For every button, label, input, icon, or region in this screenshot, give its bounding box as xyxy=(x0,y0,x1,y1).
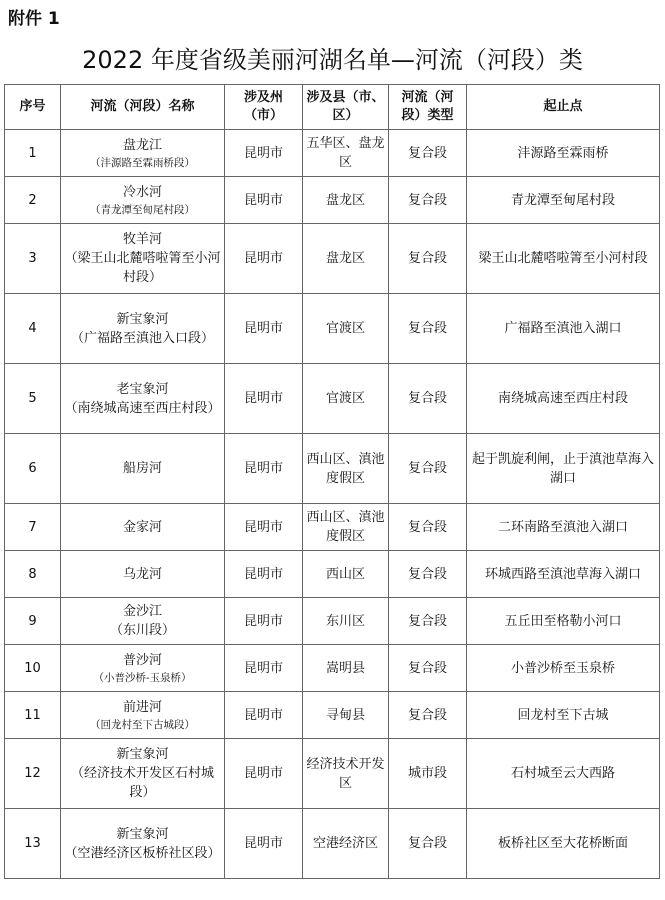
cell-name xyxy=(61,551,225,598)
cell-seq: 11 xyxy=(5,692,61,739)
table-row xyxy=(5,364,660,434)
cell-county: 官渡区 xyxy=(303,364,389,434)
cell-type: 复合段 xyxy=(389,809,467,879)
cell-range: 二环南路至滇池入湖口 xyxy=(467,504,660,551)
river-name: 牧羊河 xyxy=(122,232,162,247)
cell-prefecture: 昆明市 xyxy=(225,364,303,434)
document-title: 2022 年度省级美丽河湖名单—河流（河段）类 xyxy=(82,46,583,74)
cell-seq: 9 xyxy=(5,598,61,645)
river-segment: （小普沙桥-玉泉桥） xyxy=(93,671,192,684)
cell-range: 石村城至云大西路 xyxy=(467,739,660,809)
table-row xyxy=(5,598,660,645)
cell-county: 经济技术开发区 xyxy=(303,739,389,809)
cell-type: 复合段 xyxy=(389,130,467,177)
cell-type: 复合段 xyxy=(389,224,467,294)
cell-seq: 5 xyxy=(5,364,61,434)
cell-seq: 1 xyxy=(5,130,61,177)
header-seq: 序号 xyxy=(5,85,61,130)
table-row xyxy=(5,551,660,598)
cell-prefecture: 昆明市 xyxy=(225,224,303,294)
cell-name xyxy=(61,504,225,551)
cell-type: 复合段 xyxy=(389,177,467,224)
cell-name xyxy=(61,434,225,504)
table-row xyxy=(5,504,660,551)
table-row xyxy=(5,645,660,692)
river-segment: （沣源路至霖雨桥段） xyxy=(90,156,195,169)
cell-seq: 8 xyxy=(5,551,61,598)
cell-prefecture: 昆明市 xyxy=(225,177,303,224)
cell-prefecture: 昆明市 xyxy=(225,739,303,809)
river-name: 金沙江 xyxy=(122,604,162,619)
cell-range: 五丘田至格勒小河口 xyxy=(467,598,660,645)
river-segment: （东川段） xyxy=(109,623,175,638)
river-segment: （广福路至滇池入口段） xyxy=(70,330,214,346)
table-row xyxy=(5,177,660,224)
cell-type: 复合段 xyxy=(389,598,467,645)
river-segment: （经济技术开发区石村城段） xyxy=(70,766,214,800)
river-name: 前进河 xyxy=(122,699,162,715)
cell-name xyxy=(61,177,225,224)
river-name: 普沙河 xyxy=(122,652,162,668)
cell-county: 盘龙区 xyxy=(303,224,389,294)
river-segment: （南绕城高速至西庄村段） xyxy=(64,400,221,416)
river-name: 老宝象河 xyxy=(116,381,169,397)
table-row xyxy=(5,692,660,739)
cell-type: 复合段 xyxy=(389,645,467,692)
river-name: 金家河 xyxy=(122,519,162,535)
table-row xyxy=(5,739,660,809)
table-row xyxy=(5,294,660,364)
cell-county: 寻甸县 xyxy=(303,692,389,739)
cell-name xyxy=(61,294,225,364)
cell-prefecture: 昆明市 xyxy=(225,551,303,598)
cell-county: 官渡区 xyxy=(303,294,389,364)
attachment-label: 附件 1 xyxy=(8,9,60,29)
cell-seq: 12 xyxy=(5,739,61,809)
cell-name xyxy=(61,645,225,692)
cell-type: 城市段 xyxy=(389,739,467,809)
header-range: 起止点 xyxy=(467,85,660,130)
cell-prefecture: 昆明市 xyxy=(225,434,303,504)
cell-county: 空港经济区 xyxy=(303,809,389,879)
cell-type: 复合段 xyxy=(389,434,467,504)
cell-county: 西山区、滇池度假区 xyxy=(303,504,389,551)
cell-seq: 4 xyxy=(5,294,61,364)
river-name: 新宝象河 xyxy=(116,311,169,327)
cell-name xyxy=(61,224,225,294)
table-row xyxy=(5,434,660,504)
table-header-row xyxy=(5,85,660,130)
table-row xyxy=(5,809,660,879)
table-row xyxy=(5,224,660,294)
cell-county: 西山区 xyxy=(303,551,389,598)
cell-seq: 10 xyxy=(5,645,61,692)
cell-range: 梁王山北麓嗒啦箐至小河村段 xyxy=(467,224,660,294)
cell-range: 广福路至滇池入湖口 xyxy=(467,294,660,364)
cell-name xyxy=(61,130,225,177)
cell-county: 西山区、滇池度假区 xyxy=(303,434,389,504)
cell-county: 东川区 xyxy=(303,598,389,645)
cell-seq: 6 xyxy=(5,434,61,504)
cell-name xyxy=(61,692,225,739)
cell-prefecture: 昆明市 xyxy=(225,504,303,551)
river-list-table xyxy=(4,84,660,879)
river-segment: （回龙村至下古城段） xyxy=(90,718,195,731)
river-name: 新宝象河 xyxy=(116,747,169,762)
header-county: 涉及县（市、区） xyxy=(303,85,389,130)
river-name: 船房河 xyxy=(122,461,162,476)
cell-county: 五华区、盘龙区 xyxy=(303,130,389,177)
river-segment: （空港经济区板桥社区段） xyxy=(64,845,221,861)
cell-name xyxy=(61,809,225,879)
table-body xyxy=(5,130,660,879)
river-name: 乌龙河 xyxy=(122,566,162,582)
cell-range: 起于凯旋利闸，止于滇池草海入湖口 xyxy=(467,434,660,504)
cell-prefecture: 昆明市 xyxy=(225,130,303,177)
cell-prefecture: 昆明市 xyxy=(225,692,303,739)
cell-type: 复合段 xyxy=(389,504,467,551)
cell-name xyxy=(61,598,225,645)
cell-range: 小普沙桥至玉泉桥 xyxy=(467,645,660,692)
cell-range: 板桥社区至大花桥断面 xyxy=(467,809,660,879)
cell-prefecture: 昆明市 xyxy=(225,294,303,364)
header-name: 河流（河段）名称 xyxy=(61,85,225,130)
cell-type: 复合段 xyxy=(389,294,467,364)
river-name: 盘龙江 xyxy=(122,137,162,153)
river-segment: （梁王山北麓嗒啦箐至小河村段） xyxy=(64,251,221,285)
river-segment: （青龙潭至甸尾村段） xyxy=(90,203,195,216)
river-name: 冷水河 xyxy=(122,184,162,200)
cell-county: 盘龙区 xyxy=(303,177,389,224)
cell-prefecture: 昆明市 xyxy=(225,809,303,879)
cell-range: 回龙村至下古城 xyxy=(467,692,660,739)
cell-range: 沣源路至霖雨桥 xyxy=(467,130,660,177)
header-type: 河流（河段）类型 xyxy=(389,85,467,130)
cell-seq: 3 xyxy=(5,224,61,294)
cell-county: 嵩明县 xyxy=(303,645,389,692)
cell-seq: 2 xyxy=(5,177,61,224)
cell-type: 复合段 xyxy=(389,551,467,598)
cell-range: 青龙潭至甸尾村段 xyxy=(467,177,660,224)
cell-seq: 13 xyxy=(5,809,61,879)
header-prefecture: 涉及州（市） xyxy=(225,85,303,130)
cell-seq: 7 xyxy=(5,504,61,551)
cell-prefecture: 昆明市 xyxy=(225,598,303,645)
cell-name xyxy=(61,364,225,434)
cell-type: 复合段 xyxy=(389,364,467,434)
cell-type: 复合段 xyxy=(389,692,467,739)
river-name: 新宝象河 xyxy=(116,826,169,842)
cell-range: 环城西路至滇池草海入湖口 xyxy=(467,551,660,598)
table-row xyxy=(5,130,660,177)
cell-name xyxy=(61,739,225,809)
cell-prefecture: 昆明市 xyxy=(225,645,303,692)
cell-range: 南绕城高速至西庄村段 xyxy=(467,364,660,434)
